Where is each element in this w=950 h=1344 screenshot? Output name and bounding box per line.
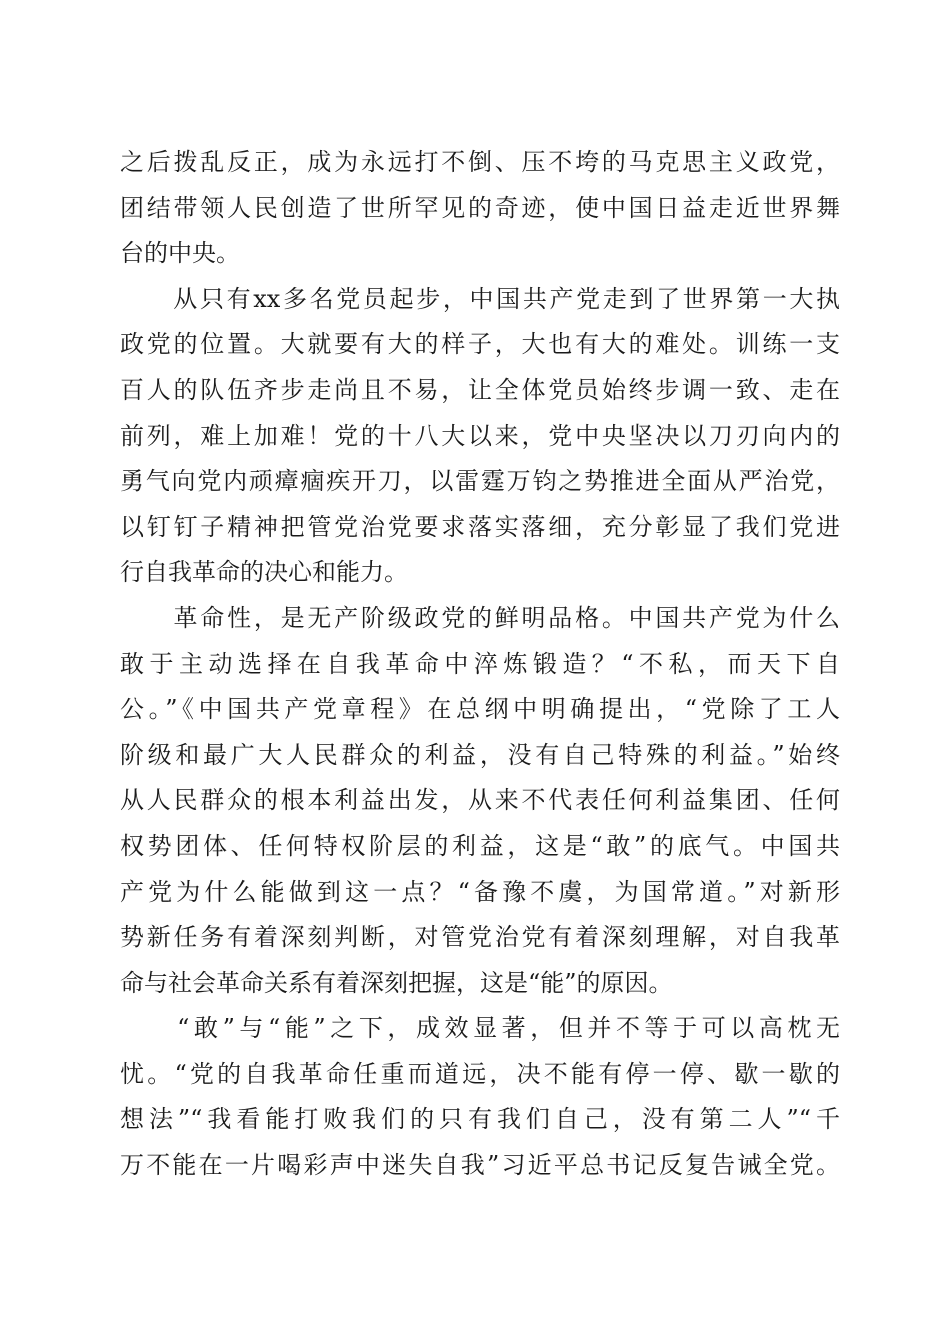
text-line: 以钉钉子精神把管党治党要求落实落细，充分彰显了我们党进 (120, 512, 840, 541)
text-line: 忧。“党的自我革命任重而道远，决不能有停一停、歇一歇的 (120, 1059, 840, 1088)
text-line: 百人的队伍齐步走尚且不易，让全体党员始终步调一致、走在 (120, 375, 840, 404)
text-line: “敢”与“能”之下，成效显著，但并不等于可以高枕无 (120, 1014, 840, 1043)
text-line: 阶级和最广大人民群众的利益，没有自己特殊的利益。”始终 (120, 740, 840, 769)
text-line: 公。”《中国共产党章程》在总纲中明确提出，“党除了工人 (120, 695, 840, 724)
text-line: 从只有xx多名党员起步，中国共产党走到了世界第一大执 (120, 284, 840, 313)
text-line: 从人民群众的根本利益出发，从来不代表任何利益集团、任何 (120, 786, 840, 815)
paragraph-4 (120, 1006, 840, 1188)
text-line: 命与社会革命关系有着深刻把握，这是“能”的原因。 (120, 968, 673, 997)
text-line: 革命性，是无产阶级政党的鲜明品格。中国共产党为什么 (120, 603, 840, 632)
text-line: 权势团体、任何特权阶层的利益，这是“敢”的底气。中国共 (120, 831, 840, 860)
text-line: 政党的位置。大就要有大的样子，大也有大的难处。训练一支 (120, 330, 840, 359)
text-line: 敢于主动选择在自我革命中淬炼锻造？“不私，而天下自 (120, 649, 840, 678)
text-line: 台的中央。 (120, 239, 240, 268)
text-line: 团结带领人民创造了世所罕见的奇迹，使中国日益走近世界舞 (120, 193, 840, 222)
text-line: 勇气向党内顽瘴痼疾开刀，以雷霆万钧之势推进全面从严治党， (120, 467, 840, 496)
body-text (120, 140, 840, 1189)
text-line: 想法”“我看能打败我们的只有我们自己，没有第二人”“千 (120, 1105, 840, 1134)
text-line: 之后拨乱反正，成为永远打不倒、压不垮的马克思主义政党， (120, 148, 840, 176)
text-line: 前列，难上加难！党的十八大以来，党中央坚决以刀刃向内的 (120, 421, 840, 450)
paragraph-2 (120, 277, 840, 596)
paragraph-3 (120, 596, 840, 1006)
paragraph-1 (120, 140, 840, 277)
text-line: 万不能在一片喝彩声中迷失自我”习近平总书记反复告诫全党。 (120, 1151, 840, 1180)
text-line: 势新任务有着深刻判断，对管党治党有着深刻理解，对自我革 (120, 923, 840, 952)
text-line: 行自我革命的决心和能力。 (120, 558, 408, 587)
text-line: 产党为什么能做到这一点？“备豫不虞，为国常道。”对新形 (120, 877, 840, 906)
